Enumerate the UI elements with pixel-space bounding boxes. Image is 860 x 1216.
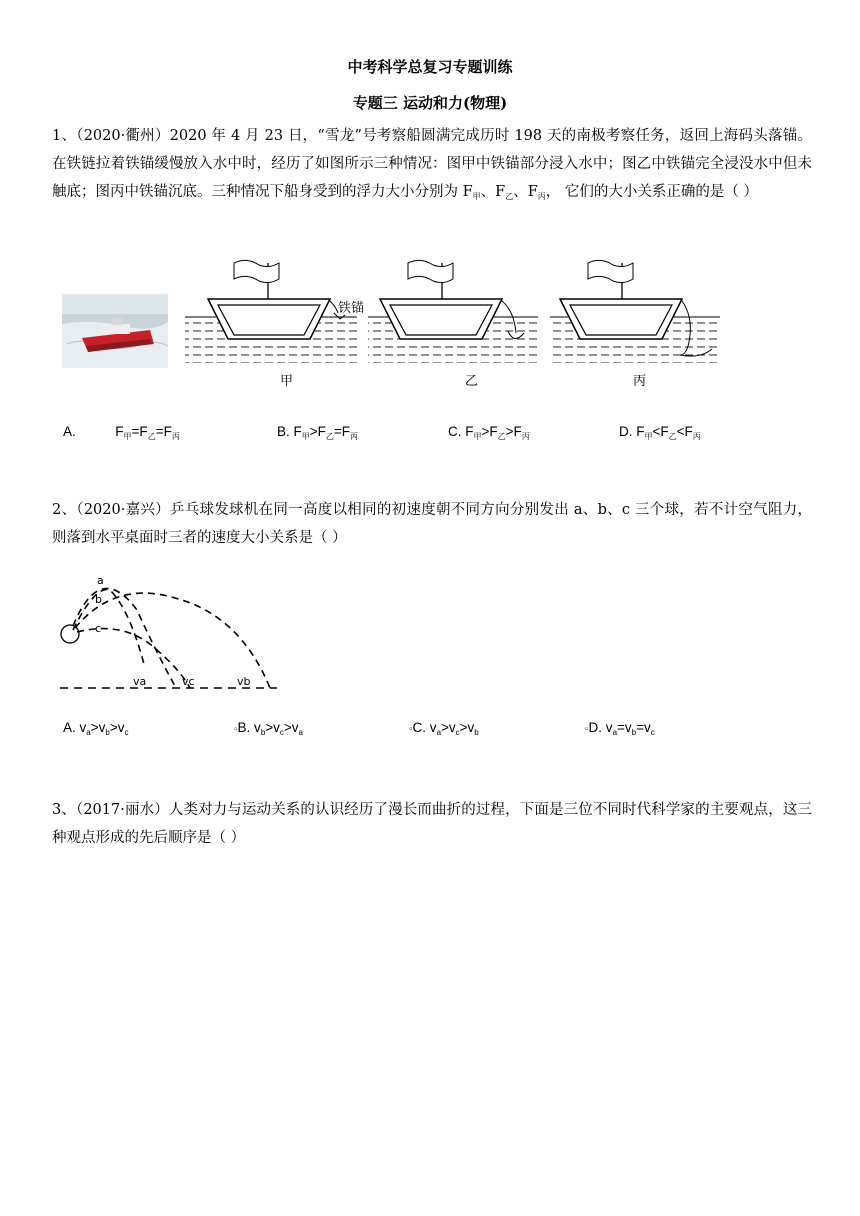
- opt-a-t4: =F: [155, 424, 172, 439]
- label-vc: vc: [182, 675, 195, 688]
- q2d-t2: =v: [617, 720, 632, 735]
- q2d-t0: D. v: [588, 720, 613, 735]
- q2-option-b[interactable]: [234, 720, 303, 735]
- opt-c-s5: 丙: [521, 432, 530, 441]
- q2a-s3: b: [105, 728, 110, 737]
- opt-c-t0: C. F: [448, 424, 474, 439]
- q2-option-c[interactable]: [409, 720, 479, 735]
- page-title: 中考科学总复习专题训练: [347, 58, 513, 76]
- q2d-t4: =v: [636, 720, 651, 735]
- fig-label-jia: 甲: [280, 374, 294, 389]
- opt-a-t0: F: [115, 424, 124, 439]
- icebreaker-photo: [62, 294, 168, 368]
- q2c-t0: C. v: [412, 720, 437, 735]
- q1-option-a[interactable]: [63, 424, 180, 439]
- q2c-s3: c: [455, 728, 460, 737]
- diagram-bing: [550, 260, 720, 363]
- q1-tail: ， 它们的大小关系正确的是（ ）: [545, 184, 759, 200]
- q2-option-d[interactable]: [585, 720, 655, 735]
- opt-d-t2: <F: [652, 424, 669, 439]
- opt-d-s5: 丙: [692, 432, 701, 441]
- q1-anchor-diagrams: [180, 255, 740, 395]
- q2-option-a[interactable]: [63, 720, 128, 735]
- q1-option-b[interactable]: [277, 424, 358, 439]
- opt-c-t2: >F: [481, 424, 498, 439]
- page-subtitle: 专题三 运动和力(物理): [352, 94, 508, 112]
- opt-b-s1: 甲: [301, 432, 310, 441]
- label-vb: vb: [237, 675, 251, 688]
- q2b-s1: b: [260, 728, 266, 737]
- q2d-s5: c: [650, 728, 655, 737]
- q2b-s3: c: [279, 728, 284, 737]
- q2d-s3: b: [631, 728, 637, 737]
- opt-d-t4: <F: [676, 424, 693, 439]
- option-a-label: A.: [63, 424, 76, 439]
- q1-sep1: 、F: [480, 184, 506, 200]
- opt-b-t0: B. F: [277, 424, 302, 439]
- q1-option-c[interactable]: [448, 424, 530, 439]
- opt-a-t2: =F: [131, 424, 148, 439]
- q2-trajectory-diagram: [55, 570, 285, 695]
- q2a-s5: c: [124, 728, 129, 737]
- opt-d-t0: D. F: [619, 424, 645, 439]
- opt-c-s1: 甲: [473, 432, 482, 441]
- bullet-icon: ▫: [409, 724, 413, 735]
- q2c-s1: a: [436, 728, 442, 737]
- q1-option-d[interactable]: [619, 424, 701, 439]
- q1-sub-yi: 乙: [505, 192, 514, 201]
- q2c-s5: b: [474, 728, 479, 737]
- q2d-s1: a: [612, 728, 618, 737]
- fig-label-bing: 丙: [633, 374, 647, 389]
- q2b-t2: >v: [265, 720, 280, 735]
- q1-sub-bing: 丙: [537, 192, 546, 201]
- opt-d-s3: 乙: [668, 432, 677, 441]
- bullet-icon: ▫: [234, 724, 238, 735]
- fig-label-yi: 乙: [465, 374, 479, 389]
- opt-c-s3: 乙: [497, 432, 506, 441]
- question-1-text: [52, 122, 812, 208]
- trajectory-b: [75, 593, 270, 688]
- q1-main: 1、（2020·衢州）2020 年 4 月 23 日，“雪龙”号考察船圆满完成历时 198 天的南极考察任务，返回上海码头落锚。在铁链拉着铁锚缓慢放入水中时，经历了如图所示三种情况：图甲中铁锚部分浸入水中；图乙中铁锚完全浸没水中但未触底；图丙中铁锚沉底。三种情况下船身受到的浮力大小分别为 F: [52, 128, 812, 200]
- opt-b-s3: 乙: [325, 432, 334, 441]
- ball-machine: [61, 625, 79, 643]
- opt-a-s5: 丙: [171, 432, 180, 441]
- q1-sub-jia: 甲: [472, 192, 481, 201]
- q2c-t2: >v: [441, 720, 456, 735]
- opt-a-s1: 甲: [123, 432, 132, 441]
- label-b: b: [95, 593, 102, 606]
- q2c-t4: >v: [459, 720, 475, 735]
- opt-d-s1: 甲: [644, 432, 653, 441]
- q2b-s5: a: [298, 728, 303, 737]
- label-va: va: [133, 675, 147, 688]
- question-3-text: 3、（2017·丽水）人类对力与运动关系的认识经历了漫长而曲折的过程，下面是三位不同时代科学家的主要观点，这三种观点形成的先后顺序是（ ）: [52, 802, 812, 846]
- label-c: c: [95, 622, 102, 635]
- opt-b-t4: =F: [333, 424, 351, 439]
- anchor-label: 铁锚: [338, 301, 365, 316]
- opt-a-s3: 乙: [147, 432, 156, 441]
- opt-b-t2: >F: [309, 424, 326, 439]
- label-a: a: [97, 574, 104, 587]
- question-2-text: 2、（2020·嘉兴）乒乓球发球机在同一高度以相同的初速度朝不同方向分别发出 a、b、c 三个球，若不计空气阻力，则落到水平桌面时三者的速度大小关系是（ ）: [52, 502, 812, 546]
- q2b-t4: >v: [283, 720, 299, 735]
- diagram-yi: [368, 260, 538, 363]
- opt-c-t4: >F: [505, 424, 522, 439]
- q2a-t2: >v: [90, 720, 106, 735]
- q2a-s1: a: [86, 728, 91, 737]
- q2b-t0: B. v: [237, 720, 261, 735]
- q1-sep2: 、F: [513, 184, 538, 200]
- opt-b-s5: 丙: [350, 432, 359, 441]
- q2a-t0: A. v: [63, 720, 87, 735]
- q2a-t4: >v: [109, 720, 125, 735]
- diagram-jia: [185, 260, 357, 363]
- bullet-icon: ▫: [585, 724, 589, 735]
